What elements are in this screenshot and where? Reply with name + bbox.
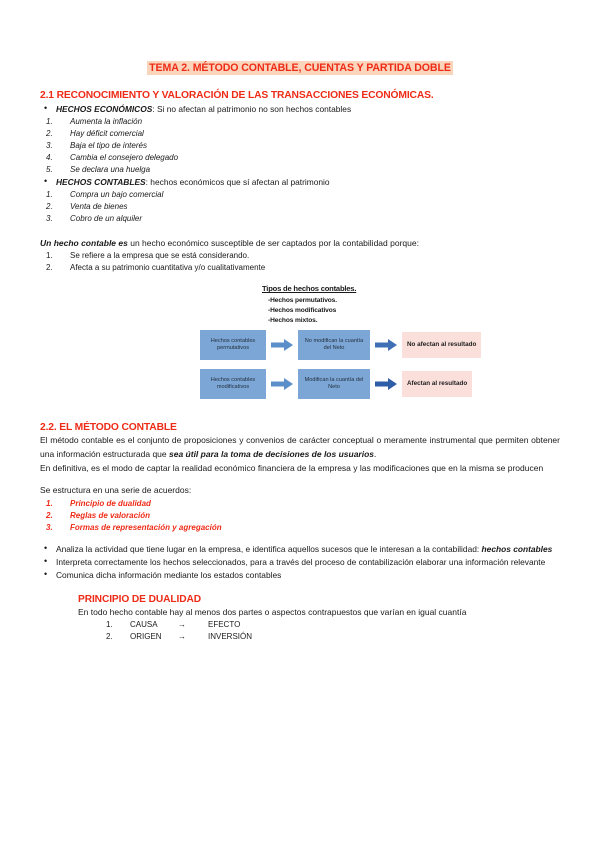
section-21-heading: 2.1 RECONOCIMIENTO Y VALORACIÓN DE LAS TRANSACCIONES ECONÓMICAS. bbox=[40, 90, 434, 101]
item-number: 3. bbox=[46, 214, 53, 224]
acuerdos-list bbox=[40, 498, 560, 534]
item-number: 5. bbox=[46, 165, 53, 175]
item-text: Baja el tipo de interés bbox=[70, 141, 147, 151]
arrow-right-icon bbox=[271, 337, 293, 353]
definition-conditions bbox=[40, 250, 560, 274]
task-text-a: Comunica dicha información mediante los estados contables bbox=[56, 569, 282, 580]
item-number: 2. bbox=[46, 129, 53, 139]
task-text-a: Analiza la actividad que tiene lugar en la empresa, e identifica aquellos sucesos que le interesan a la contabilidad: bbox=[56, 543, 482, 554]
diagram-result-box: No afectan al resultado bbox=[402, 332, 481, 358]
hechos-contables-term: HECHOS CONTABLES bbox=[56, 177, 146, 188]
pair-left: CAUSA bbox=[130, 620, 158, 630]
item-number: 3. bbox=[46, 522, 53, 532]
list-item bbox=[40, 189, 560, 201]
item-text: Aumenta la inflación bbox=[70, 117, 143, 127]
item-text: Afecta a su patrimonio cuantitativa y/o cualitativamente bbox=[70, 263, 266, 273]
item-number: 3. bbox=[46, 141, 53, 151]
list-item bbox=[40, 140, 560, 152]
definition-rest: un hecho económico susceptible de ser captados por la contabilidad porque: bbox=[127, 238, 419, 249]
list-item bbox=[40, 128, 560, 140]
diagram-row-modificativos bbox=[200, 369, 500, 399]
hechos-economicos-text: : Si no afectan al patrimonio no son hechos contables bbox=[152, 104, 352, 114]
para-text-b: . bbox=[374, 448, 377, 459]
task-emphasis: hechos contables bbox=[481, 543, 553, 554]
dualidad-intro: En todo hecho contable hay al menos dos partes o aspectos contrapuestos que varían en igual cuantía bbox=[78, 606, 467, 617]
item-text: Se declara una huelga bbox=[70, 165, 151, 175]
page-title bbox=[40, 62, 560, 74]
item-number: 1. bbox=[46, 498, 53, 508]
section-22-heading: 2.2. EL MÉTODO CONTABLE bbox=[40, 422, 177, 434]
arrow-right-icon bbox=[375, 337, 397, 353]
item-text: Cambia el consejero delegado bbox=[70, 153, 179, 163]
hechos-contables-text: : hechos económicos que sí afectan al patrimonio bbox=[145, 177, 330, 188]
pair-right: INVERSIÓN bbox=[208, 632, 253, 642]
item-text: Se refiere a la empresa que se está considerando. bbox=[70, 251, 250, 261]
item-number: 2. bbox=[46, 510, 53, 520]
diagram-row-permutativos bbox=[200, 330, 500, 360]
item-text: Formas de representación y agregación bbox=[70, 522, 222, 532]
item-number: 4. bbox=[46, 153, 53, 163]
list-item bbox=[100, 631, 560, 643]
list-item bbox=[40, 201, 560, 213]
item-text: Compra un bajo comercial bbox=[70, 190, 164, 200]
item-number: 1. bbox=[106, 620, 113, 630]
item-number: 2. bbox=[106, 632, 113, 642]
hechos-economicos-term: HECHOS ECONÓMICOS bbox=[56, 104, 153, 114]
arrow-right-icon bbox=[375, 376, 397, 392]
dualidad-heading: PRINCIPIO DE DUALIDAD bbox=[78, 593, 201, 605]
list-item bbox=[40, 213, 560, 225]
tipos-hechos-diagram bbox=[200, 284, 500, 399]
diagram-bullet-list bbox=[268, 296, 500, 325]
diagram-middle-box: Modifican la cuantía del Neto bbox=[298, 369, 370, 399]
item-text: Hay déficit comercial bbox=[70, 129, 144, 139]
list-item bbox=[40, 164, 560, 176]
item-number: 1. bbox=[46, 190, 53, 200]
arrow-right-icon bbox=[271, 376, 293, 392]
hechos-contables-examples bbox=[40, 189, 560, 225]
acuerdos-lead-in: Se estructura en una serie de acuerdos: bbox=[40, 485, 192, 496]
list-item bbox=[100, 619, 560, 631]
item-text: Reglas de valoración bbox=[70, 510, 151, 520]
diagram-title: Tipos de hechos contables. bbox=[262, 284, 357, 294]
item-text: Principio de dualidad bbox=[70, 498, 151, 508]
diagram-bullet: -Hechos modificativos bbox=[268, 307, 337, 314]
definition-paragraph bbox=[40, 237, 560, 250]
page-title-text: TEMA 2. MÉTODO CONTABLE, CUENTAS Y PARTIDA DOBLE bbox=[149, 62, 451, 74]
diagram-bullet: -Hechos mixtos. bbox=[268, 316, 318, 324]
list-item bbox=[40, 176, 560, 189]
list-item bbox=[40, 262, 560, 274]
diagram-source-box: Hechos contables permutativos bbox=[200, 330, 266, 360]
list-item bbox=[40, 498, 560, 510]
hechos-economicos-examples bbox=[40, 116, 560, 176]
section-22-paragraph-2: En definitiva, es el modo de captar la realidad económico financiera de la empresa y las modificaciones que en la misma se producen bbox=[40, 462, 544, 473]
dualidad-pairs bbox=[100, 619, 560, 643]
list-item bbox=[40, 569, 560, 582]
section-22-paragraph-1 bbox=[40, 434, 560, 462]
arrow-right-icon: → bbox=[178, 620, 186, 630]
list-item bbox=[40, 522, 560, 534]
hechos-contables-list bbox=[40, 176, 560, 189]
hechos-list bbox=[40, 103, 560, 116]
item-number: 2. bbox=[46, 263, 53, 273]
list-item bbox=[40, 250, 560, 262]
para-emphasis: sea útil para la toma de decisiones de los usuarios bbox=[169, 448, 375, 459]
item-number: 1. bbox=[46, 251, 53, 261]
metodo-tasks-list bbox=[40, 543, 560, 582]
pair-right: EFECTO bbox=[208, 620, 241, 630]
definition-lead: Un hecho contable es bbox=[40, 238, 128, 249]
para-text-a: El método contable es el conjunto de proposiciones y convenios de carácter conceptual o meramente instrumental que permiten obtener una información estructurada que bbox=[40, 435, 560, 459]
diagram-middle-box: No modifican la cuantía del Neto bbox=[298, 330, 370, 360]
list-item bbox=[40, 152, 560, 164]
list-item bbox=[40, 543, 560, 556]
arrow-right-icon: → bbox=[178, 632, 186, 642]
list-item bbox=[40, 556, 560, 569]
task-text-a: Interpreta correctamente los hechos seleccionados, para a través del proceso de contabilización elaborar una información relevante bbox=[56, 556, 546, 567]
diagram-bullet: -Hechos permutativos. bbox=[268, 297, 337, 305]
item-number: 1. bbox=[46, 117, 53, 127]
item-number: 2. bbox=[46, 202, 53, 212]
list-item bbox=[40, 103, 560, 116]
list-item bbox=[40, 510, 560, 522]
item-text: Cobro de un alquiler bbox=[70, 214, 143, 224]
pair-left: ORIGEN bbox=[130, 632, 162, 642]
item-text: Venta de bienes bbox=[70, 202, 128, 212]
diagram-source-box: Hechos contables modificativos bbox=[200, 369, 266, 399]
list-item bbox=[40, 116, 560, 128]
diagram-result-box: Afectan al resultado bbox=[402, 371, 472, 397]
